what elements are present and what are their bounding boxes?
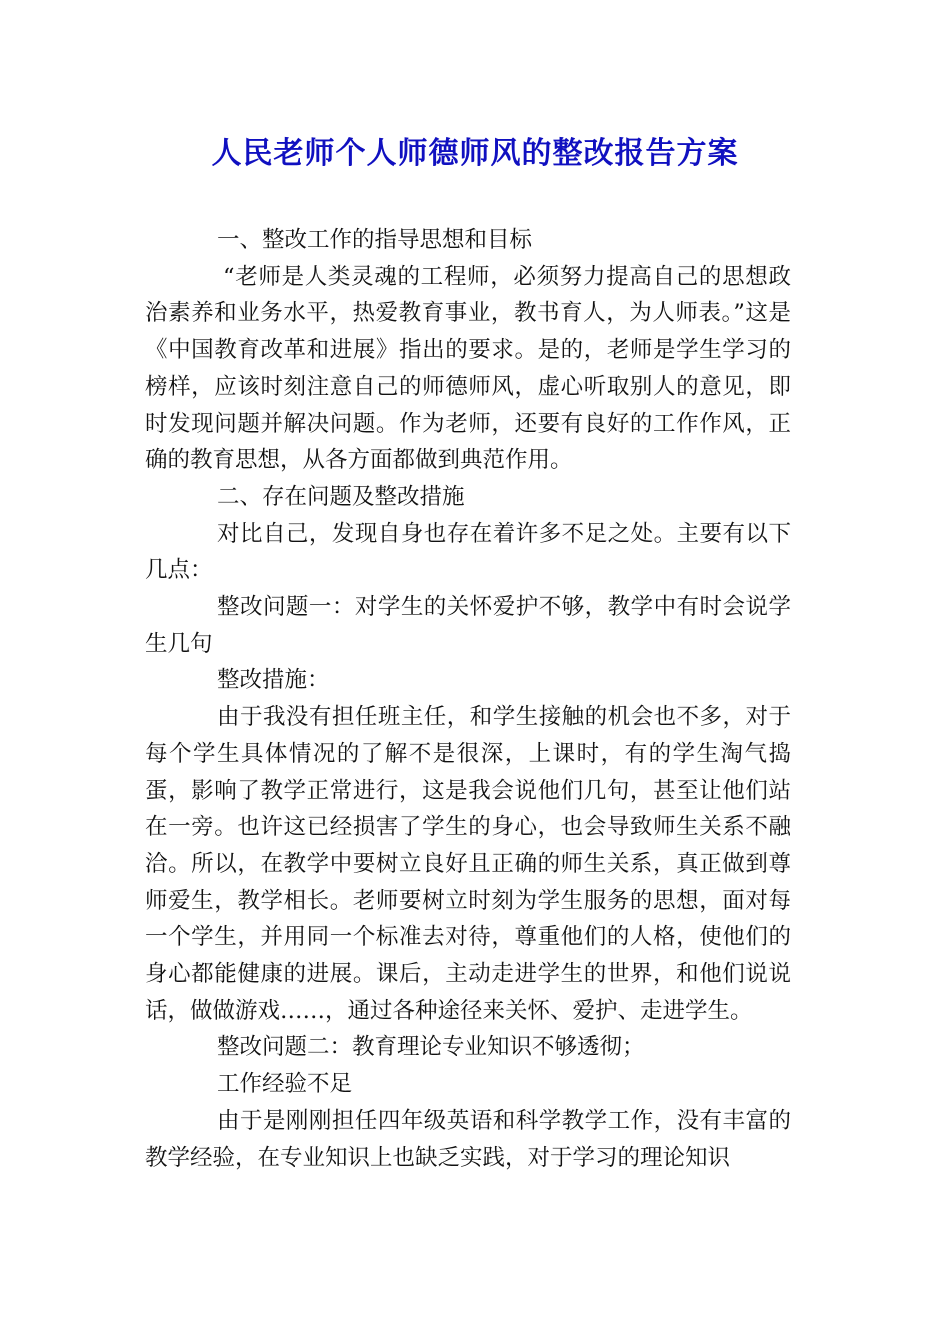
- document-body: [145, 222, 791, 1176]
- issue-1-heading: 整改问题一：对学生的关怀爱护不够，教学中有时会说学生几句: [145, 594, 791, 657]
- paragraph-quote: “老师是人类灵魂的工程师，必须努力提高自己的思想政治素养和业务水平，热爱教育事业，教书育人，为人师表。”这是《中国教育改革和进展》指出的要求。是的，老师是学生学习的榜样，应该时刻注意自己的师德师风，虚心听取别人的意见，即时发现问题并解决问题。作为老师，还要有良好的工作作风，正确的教育思想，从各方面都做到典范作用。: [145, 263, 791, 474]
- measures-heading: 整改措施：: [217, 667, 330, 694]
- measures-paragraph: 由于我没有担任班主任，和学生接触的机会也不多，对于每个学生具体情况的了解不是很深，上课时，有的学生淘气捣蛋，影响了教学正常进行，这是我会说他们几句，甚至让他们站在一旁。也许这已经损害了学生的身心，也会导致师生关系不融洽。所以，在教学中要树立良好且正确的师生关系，真正做到尊师爱生，教学相长。老师要树立时刻为学生服务的思想，面对每一个学生，并用同一个标准去对待，尊重他们的人格，使他们的身心都能健康的进展。课后，主动走进学生的世界，和他们说说话，做做游戏……，通过各种途径来关怀、爱护、走进学生。: [145, 704, 791, 1024]
- paragraph-intro: 对比自己，发现自身也存在着许多不足之处。主要有以下几点：: [145, 520, 791, 584]
- issue-2-paragraph: 由于是刚刚担任四年级英语和科学教学工作，没有丰富的教学经验，在专业知识上也缺乏实践，对于学习的理论知识: [145, 1107, 791, 1171]
- section-heading-2: 二、存在问题及整改措施: [217, 483, 465, 510]
- issue-2-heading: 整改问题二：教育理论专业知识不够透彻；: [217, 1034, 645, 1061]
- section-heading-1: 一、整改工作的指导思想和目标: [217, 227, 533, 253]
- issue-2-subheading: 工作经验不足: [217, 1071, 353, 1098]
- document-title: 人民老师个人师德师风的整改报告方案: [211, 136, 739, 171]
